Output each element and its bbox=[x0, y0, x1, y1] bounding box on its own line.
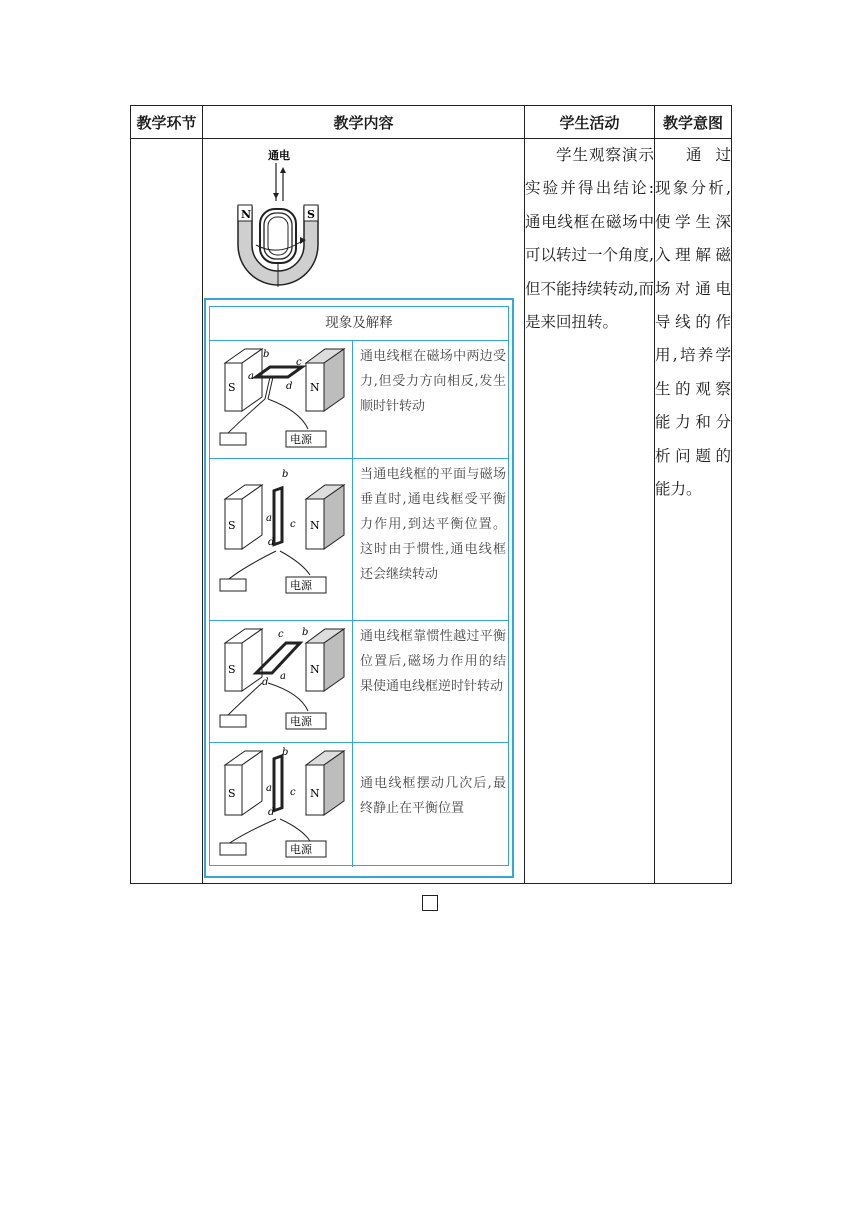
teaching-intent-cell bbox=[655, 139, 732, 884]
phenomenon-desc-2: 当通电线框的平面与磁场垂直时,通电线框受平衡力作用,到达平衡位置。这时由于惯性,通电线框还会继续转动 bbox=[360, 467, 506, 582]
student-activity-cell bbox=[525, 139, 655, 884]
phenomenon-desc-1: 通电线框在磁场中两边受力,但受力方向相反,发生顺时针转动 bbox=[360, 349, 506, 414]
magnet-s-label: S bbox=[307, 208, 315, 221]
svg-text:电源: 电源 bbox=[290, 843, 312, 856]
svg-text:a: a bbox=[266, 783, 272, 794]
current-label: 通电 bbox=[268, 149, 290, 162]
svg-text:N: N bbox=[310, 787, 320, 800]
svg-text:d: d bbox=[268, 807, 275, 818]
svg-text:c: c bbox=[278, 629, 284, 640]
phenomenon-row-2 bbox=[210, 459, 508, 621]
label-s: S bbox=[228, 381, 236, 394]
label-n: N bbox=[310, 381, 320, 394]
svg-text:电源: 电源 bbox=[290, 579, 312, 592]
student-activity-text: 学生观察演示实验并得出结论:通电线框在磁场中可以转过一个角度,但不能持续转动,而是来回扭转。 bbox=[525, 146, 654, 332]
u-magnet-figure bbox=[228, 145, 328, 290]
header-intent: 教学意图 bbox=[655, 106, 732, 139]
svg-text:a: a bbox=[248, 371, 254, 382]
svg-text:b: b bbox=[302, 627, 309, 638]
phenomenon-figure-4 bbox=[210, 743, 353, 867]
teaching-intent-text: 通过现象分析,使学生深入理解磁场对通电导线的作用,培养学生的观察能力和分析问题的能力。 bbox=[655, 146, 731, 499]
svg-text:b: b bbox=[263, 349, 270, 360]
svg-text:S: S bbox=[228, 519, 236, 532]
header-content: 教学内容 bbox=[203, 106, 525, 139]
svg-text:S: S bbox=[228, 787, 236, 800]
svg-text:b: b bbox=[282, 469, 289, 480]
svg-text:a: a bbox=[280, 671, 286, 682]
svg-text:d: d bbox=[268, 537, 275, 548]
svg-text:N: N bbox=[310, 519, 320, 532]
svg-text:N: N bbox=[310, 663, 320, 676]
phenomenon-row-4 bbox=[210, 743, 508, 867]
svg-text:d: d bbox=[262, 677, 269, 688]
svg-text:c: c bbox=[290, 787, 296, 798]
phenomenon-row-3 bbox=[210, 621, 508, 743]
phenomenon-figure-2 bbox=[210, 459, 353, 620]
svg-text:d: d bbox=[286, 381, 293, 392]
phenomena-panel-inner bbox=[209, 306, 509, 866]
empty-box-icon bbox=[422, 895, 438, 911]
svg-text:c: c bbox=[290, 519, 296, 530]
phenomena-panel bbox=[204, 298, 514, 878]
phenomenon-desc-4: 通电线框摆动几次后,最终静止在平衡位置 bbox=[360, 776, 506, 816]
svg-text:c: c bbox=[296, 357, 302, 368]
svg-text:S: S bbox=[228, 663, 236, 676]
motor-experiment-figure bbox=[210, 341, 353, 459]
svg-text:a: a bbox=[266, 513, 272, 524]
motor-experiment-figure bbox=[210, 621, 353, 743]
magnet-n-label: N bbox=[241, 208, 252, 221]
header-activity: 学生活动 bbox=[525, 106, 655, 139]
svg-text:b: b bbox=[282, 747, 289, 758]
header-stage: 教学环节 bbox=[131, 106, 203, 139]
label-power: 电源 bbox=[290, 433, 312, 446]
phenomenon-figure-1 bbox=[210, 341, 353, 458]
panel-title: 现象及解释 bbox=[210, 307, 508, 341]
phenomenon-figure-3 bbox=[210, 621, 353, 742]
phenomenon-row-1 bbox=[210, 341, 508, 459]
stage-cell bbox=[131, 139, 203, 884]
header-row bbox=[131, 106, 732, 139]
svg-text:电源: 电源 bbox=[290, 715, 312, 728]
motor-experiment-figure bbox=[210, 743, 353, 867]
motor-experiment-figure bbox=[210, 459, 353, 621]
phenomenon-desc-3: 通电线框靠惯性越过平衡位置后,磁场力作用的结果使通电线框逆时针转动 bbox=[360, 629, 506, 694]
